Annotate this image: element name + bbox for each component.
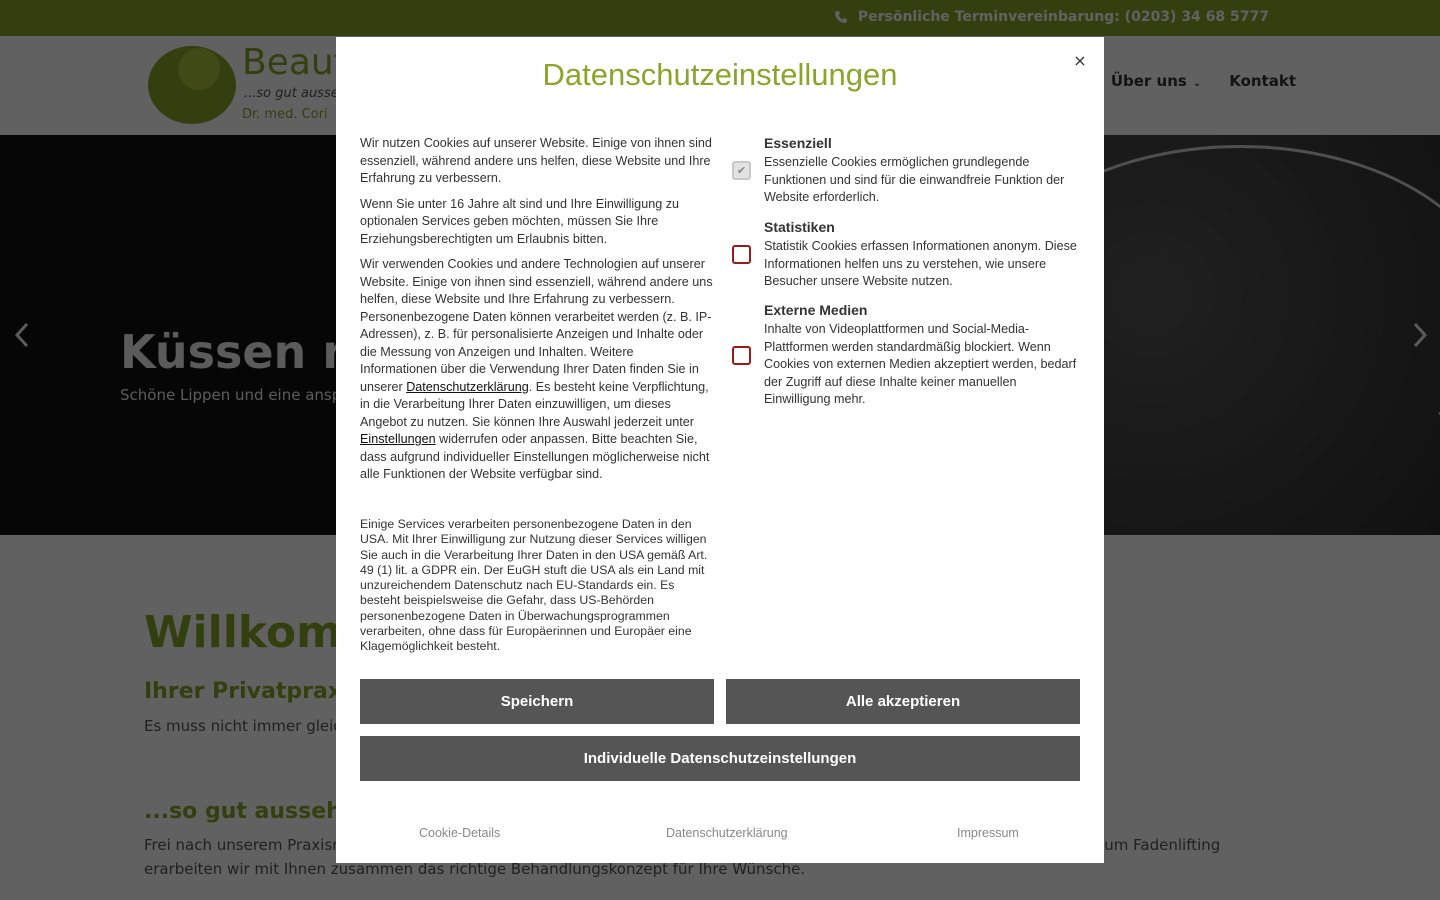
cookie-details-link[interactable]: Cookie-Details	[419, 826, 501, 840]
checkbox-statistiken[interactable]	[732, 245, 751, 264]
close-icon[interactable]: ×	[1073, 51, 1087, 70]
category-name: Essenziell	[764, 135, 832, 151]
usa-notice: Einige Services verarbeiten personenbezogene Daten in den USA. Mit Ihrer Einwilligung zur Nutzung dieser Services willigen Sie auch in die Verarbeitung Ihrer Daten in den USA gemäß Art. 49 (1) lit. a GDPR ein. Der EuGH stuft die USA als ein Land mit unzureichendem Datenschutz nach EU-Standards ein. Es besteht beispielsweise die Gefahr, dass US-Behörden personenbezogene Daten in Überwachungsprogrammen verarbeiten, ohne dass für Europäerinnen und Europäer eine Klagemöglichkeit besteht.	[360, 517, 708, 654]
save-button[interactable]: Speichern	[360, 679, 714, 724]
individual-settings-button[interactable]: Individuelle Datenschutzeinstellungen	[360, 736, 1080, 781]
intro-paragraph-1: Wir nutzen Cookies auf unserer Website. Einige von ihnen sind essenziell, während andere uns helfen, diese Website und Ihre Erfahrung zu verbessern.	[360, 136, 712, 185]
imprint-link[interactable]: Impressum	[957, 826, 1019, 840]
category-description: Essenzielle Cookies ermöglichen grundlegende Funktionen und sind für die einwandfreie Funktion der Website erforderlich.	[764, 155, 1065, 204]
checkbox-essenziell[interactable]	[732, 161, 751, 180]
body-text-2: . Es besteht keine Verpflichtung, in die Verarbeitung Ihrer Daten einzuwilligen, um dieses Angebot zu nutzen. Sie können Ihre Auswahl jederzeit unter	[360, 379, 709, 429]
accept-all-button[interactable]: Alle akzeptieren	[726, 679, 1080, 724]
privacy-settings-dialog	[336, 37, 1104, 863]
body-text-3: widerrufen oder anpassen. Bitte beachten Sie, dass aufgrund individueller Einstellungen möglicherweise nicht alle Funktionen der Website verfügbar sind.	[360, 432, 710, 481]
dialog-title: Datenschutzeinstellungen	[542, 57, 898, 92]
privacy-intro	[360, 135, 714, 492]
privacy-body	[360, 256, 714, 484]
checkbox-externe-medien[interactable]	[732, 346, 751, 365]
settings-link[interactable]: Einstellungen	[360, 432, 436, 446]
category-name: Externe Medien	[764, 302, 868, 318]
category-description: Statistik Cookies erfassen Informationen anonym. Diese Informationen helfen uns zu verstehen, wie unsere Besucher unsere Website nutzen.	[764, 239, 1077, 288]
intro-paragraph-2: Wenn Sie unter 16 Jahre alt sind und Ihre Einwilligung zu optionalen Services geben möchten, müssen Sie Ihre Erziehungsberechtigten um Erlaubnis bitten.	[360, 196, 680, 246]
body-text-1: Wir verwenden Cookies und andere Technologien auf unserer Website. Einige von ihnen sind essenziell, während andere uns helfen, diese Website und Ihre Erfahrung zu verbessern. Personenbezogene Daten können verarbeitet werden (z. B. IP-Adressen), z. B. für personalisierte Anzeigen und Inhalte oder die Messung von Anzeigen und Inhalten. Weitere Informationen über die Verwendung Ihrer Daten finden Sie in unserer	[360, 257, 713, 394]
category-description: Inhalte von Videoplattformen und Social-Media-Plattformen werden standardmäßig blockiert. Wenn Cookies von externen Medien akzeptiert werden, bedarf der Zugriff auf diese Inhalte keiner manuellen Einwilligung mehr.	[764, 322, 1077, 406]
privacy-policy-link[interactable]: Datenschutzerklärung	[406, 379, 529, 394]
category-name: Statistiken	[764, 219, 835, 235]
privacy-policy-footer-link[interactable]: Datenschutzerklärung	[666, 826, 788, 840]
check-icon: ✔	[736, 164, 747, 177]
